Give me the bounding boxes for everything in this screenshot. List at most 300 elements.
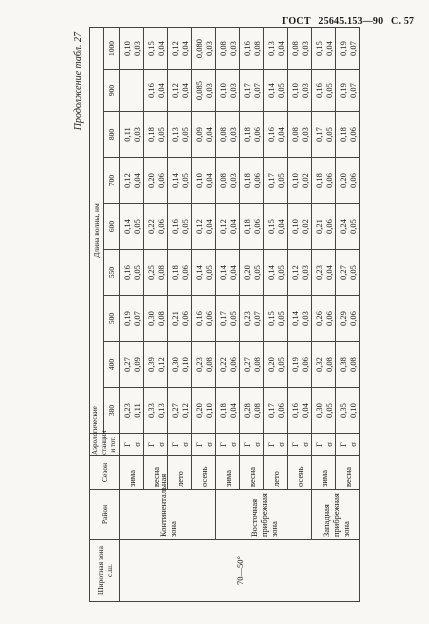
value-cell [192,250,216,296]
rotated-table-block [73,32,413,602]
value: 0,18 [241,127,252,142]
value: 0,18 [241,219,252,234]
value-cell [264,250,288,296]
value: 0,25 [145,265,156,280]
value-cell [216,296,240,342]
value: 0,15 [313,41,324,56]
value-cell [216,388,240,434]
value-cell [288,388,312,434]
latitude-header: Широтная зона с.ш. [90,540,120,602]
value-cell [168,250,192,296]
symbol-label: Г [337,442,348,447]
value-cell [312,158,336,204]
value: 0,12 [193,219,204,234]
value: 0,19 [337,83,348,98]
symbol-cell [192,434,216,456]
value: 0,03 [299,311,310,326]
value-cell [312,112,336,158]
value: 0,05 [155,127,166,142]
value: 0,06 [347,173,358,188]
value-cell [312,388,336,434]
value-cell [120,296,144,342]
value-cell [120,388,144,434]
value-cell [192,388,216,434]
value-cell [240,296,264,342]
value: 0,23 [121,403,132,418]
value: 0,04 [203,219,214,234]
value: 0,20 [337,173,348,188]
value: 0,06 [251,173,262,188]
value: 0,04 [227,265,238,280]
value-cell [192,70,216,112]
value: 0,11 [121,127,132,142]
value-cell [120,112,144,158]
value: 0,14 [289,311,300,326]
value: 0,06 [251,219,262,234]
value: 0,02 [299,173,310,188]
symbol-cell [312,434,336,456]
value: 0,08 [217,127,228,142]
value: 0,05 [347,265,358,280]
value: 0,20 [145,173,156,188]
value-cell [336,296,360,342]
value: 0,085 [193,80,204,101]
value: 0,17 [241,83,252,98]
value: 0,05 [203,265,214,280]
value: 0,10 [217,83,228,98]
value: 0,04 [155,41,166,56]
value-cell [288,250,312,296]
value-cell [240,204,264,250]
value-cell [216,342,240,388]
value-cell [168,204,192,250]
value-cell [120,158,144,204]
value: 0,03 [299,265,310,280]
value-cell [216,204,240,250]
value: 0,05 [323,83,334,98]
value: 0,06 [227,357,238,372]
wavelength-col-header: 550 [104,250,120,296]
value-cell [192,296,216,342]
value-cell [288,204,312,250]
value-cell [240,28,264,70]
symbol-label: σ [347,442,358,447]
value: 0,07 [131,311,142,326]
value: 0,09 [193,127,204,142]
value: 0,08 [289,127,300,142]
value: 0,05 [227,311,238,326]
value-cell [120,342,144,388]
value: 0,06 [179,265,190,280]
symbol-label: σ [131,442,142,447]
value: 0,05 [323,403,334,418]
season-cell: весна [240,456,264,490]
value: 0,10 [179,357,190,372]
value-cell [264,70,288,112]
value-cell [168,28,192,70]
value-cell [288,342,312,388]
value: 0,22 [145,219,156,234]
value-cell [240,112,264,158]
value: 0,10 [289,173,300,188]
value-cell [312,250,336,296]
value: 0,23 [313,265,324,280]
value: 0,04 [275,41,286,56]
value-cell [336,28,360,70]
value: 0,20 [193,403,204,418]
value: 0,05 [275,265,286,280]
value: 0,14 [193,265,204,280]
symbol-label: σ [179,442,190,447]
value: 0,22 [217,357,228,372]
value: 0,14 [265,83,276,98]
value-cell [216,250,240,296]
value: 0,30 [313,403,324,418]
season-cell: лето [264,456,288,490]
table-row [120,28,144,602]
value: 0,03 [227,127,238,142]
value: 0,23 [241,311,252,326]
region-cell: Западная прибрежная зона [312,490,360,540]
value: 0,08 [155,311,166,326]
value: 0,13 [155,403,166,418]
value: 0,06 [203,311,214,326]
value: 0,05 [275,311,286,326]
value-cell [192,204,216,250]
value: 0,03 [227,41,238,56]
value-cell [120,250,144,296]
value-cell [336,342,360,388]
value: 0,14 [169,173,180,188]
symbol-label: Г [289,442,300,447]
symbol-label: Г [169,442,180,447]
symbol-label: Г [241,442,252,447]
value: 0,10 [289,219,300,234]
season-cell: осень [192,456,216,490]
value: 0,15 [145,41,156,56]
value-cell [288,112,312,158]
wavelength-col-header: 700 [104,158,120,204]
value: 0,08 [217,173,228,188]
value-cell [336,158,360,204]
value: 0,04 [299,403,310,418]
value: 0,16 [121,265,132,280]
value: 0,03 [227,173,238,188]
value: 0,08 [251,41,262,56]
value: 0,23 [193,357,204,372]
value: 0,18 [241,173,252,188]
value: 0,21 [313,219,324,234]
value-cell [168,158,192,204]
value: 0,05 [275,83,286,98]
value-cell [216,70,240,112]
value: 0,35 [337,403,348,418]
value-cell [144,158,168,204]
value: 0,12 [155,357,166,372]
value-cell [264,28,288,70]
value: 0,17 [217,311,228,326]
value: 0,06 [347,311,358,326]
region-cell: Континентальная зона [120,490,216,540]
latitude-cell: 70—50° [120,540,360,602]
value: 0,07 [347,83,358,98]
value: 0,21 [169,311,180,326]
value: 0,05 [179,127,190,142]
value: 0,09 [131,357,142,372]
value-cell [168,296,192,342]
value: 0,16 [241,41,252,56]
value: 0,17 [265,173,276,188]
wavelength-col-header: 900 [104,70,120,112]
value: 0,12 [121,173,132,188]
value: 0,27 [169,403,180,418]
symbol-label: σ [299,442,310,447]
wavelength-header: Длина волны, нм [90,28,104,434]
value: 0,30 [169,357,180,372]
value-cell [216,158,240,204]
value: 0,27 [241,357,252,372]
value: 0,02 [299,219,310,234]
value-cell [336,250,360,296]
symbol-label: Г [313,442,324,447]
value: 0,03 [299,41,310,56]
symbol-label: Г [193,442,204,447]
value: 0,03 [131,127,142,142]
value-cell [336,388,360,434]
value: 0,18 [169,265,180,280]
value-cell [120,28,144,70]
value: 0,10 [289,83,300,98]
wavelength-col-header: 800 [104,112,120,158]
value: 0,29 [337,311,348,326]
value-cell [192,342,216,388]
value-cell [312,204,336,250]
value-cell [144,296,168,342]
value-cell [312,70,336,112]
value: 0,04 [227,219,238,234]
symbol-cell [288,434,312,456]
value: 0,19 [121,311,132,326]
value: 0,04 [155,83,166,98]
value: 0,16 [193,311,204,326]
wavelength-col-header: 600 [104,204,120,250]
symbol-label: σ [275,442,286,447]
page-number: С. 57 [391,16,415,27]
value: 0,03 [299,83,310,98]
value-cell [264,388,288,434]
season-cell: зима [120,456,144,490]
value: 0,05 [131,219,142,234]
value: 0,05 [323,127,334,142]
value: 0,05 [251,265,262,280]
value: 0,16 [145,83,156,98]
value-cell [264,342,288,388]
value-cell [312,342,336,388]
value: 0,06 [155,173,166,188]
value: 0,32 [313,357,324,372]
value-cell [288,28,312,70]
value-cell [144,388,168,434]
value: 0,07 [251,83,262,98]
value: 0,03 [227,83,238,98]
value: 0,20 [265,357,276,372]
season-header: Сезон [90,456,120,490]
value: 0,12 [289,265,300,280]
symbol-label: Г [217,442,228,447]
value: 0,14 [265,265,276,280]
value: 0,18 [145,127,156,142]
value-cell [144,342,168,388]
value: 0,07 [251,311,262,326]
value: 0,04 [179,83,190,98]
value: 0,04 [203,173,214,188]
region-cell: Восточная прибрежная зона [216,490,312,540]
season-cell: зима [216,456,240,490]
value: 0,38 [337,357,348,372]
value: 0,18 [337,127,348,142]
value-cell [264,158,288,204]
value: 0,05 [347,219,358,234]
value: 0,18 [217,403,228,418]
value-cell [240,250,264,296]
value: 0,10 [203,403,214,418]
value: 0,28 [241,403,252,418]
value-cell [312,296,336,342]
value-cell [120,204,144,250]
value: 0,10 [121,41,132,56]
value-cell [144,70,168,112]
value: 0,08 [251,403,262,418]
value: 0,04 [203,127,214,142]
value: 0,18 [313,173,324,188]
value: 0,03 [203,83,214,98]
value: 0,26 [313,311,324,326]
value: 0,12 [169,41,180,56]
value: 0,27 [121,357,132,372]
value: 0,05 [131,265,142,280]
wavelength-col-header: 400 [104,342,120,388]
symbol-cell [240,434,264,456]
value: 0,04 [227,403,238,418]
value: 0,13 [169,127,180,142]
region-header: Район [90,490,120,540]
value: 0,06 [299,357,310,372]
value: 0,08 [203,357,214,372]
value: 0,12 [217,219,228,234]
value: 0,24 [337,219,348,234]
season-cell: лето [168,456,192,490]
symbol-cell [216,434,240,456]
value-cell [144,28,168,70]
value: 0,08 [323,357,334,372]
data-table [89,27,360,602]
value: 0,06 [323,219,334,234]
value-cell [240,342,264,388]
value: 0,15 [265,311,276,326]
value: 0,04 [275,219,286,234]
value: 0,06 [275,403,286,418]
symbol-cell [336,434,360,456]
value-cell [192,28,216,70]
symbol-label: σ [155,442,166,447]
value-cell [144,204,168,250]
value: 0,12 [169,83,180,98]
value: 0,04 [275,127,286,142]
table-caption: Продолжение табл. 27 [73,32,84,131]
value: 0,04 [179,41,190,56]
value: 0,13 [265,41,276,56]
value: 0,05 [179,219,190,234]
value-cell [336,204,360,250]
wavelength-col-header: 500 [104,296,120,342]
value: 0,06 [155,219,166,234]
value: 0,04 [323,41,334,56]
value-cell [168,342,192,388]
symbol-label: σ [203,442,214,447]
season-cell: весна [336,456,360,490]
standard-label: ГОСТ [282,16,311,27]
value: 0,16 [169,219,180,234]
season-cell: зима [312,456,336,490]
symbol-cell [144,434,168,456]
value-cell [288,296,312,342]
value: 0,04 [323,265,334,280]
table-row [216,28,240,602]
value: 0,10 [193,173,204,188]
value: 0,11 [131,403,142,418]
value-cell [240,158,264,204]
value-cell [192,158,216,204]
value: 0,05 [179,173,190,188]
value: 0,16 [289,403,300,418]
value: 0,30 [145,311,156,326]
value-cell [168,70,192,112]
value: 0,08 [251,357,262,372]
value-cell [264,296,288,342]
value: 0,03 [299,127,310,142]
value-cell [144,112,168,158]
value-cell [240,70,264,112]
value-cell [120,70,144,112]
symbol-cell [168,434,192,456]
season-cell: осень [288,456,312,490]
value: 0,14 [217,265,228,280]
page-header [282,16,419,27]
value: 0,17 [265,403,276,418]
value-cell [288,70,312,112]
value: 0,06 [179,311,190,326]
value: 0,17 [313,127,324,142]
value: 0,08 [155,265,166,280]
value-cell [240,388,264,434]
value-cell [288,158,312,204]
wavelength-col-header: 380 [104,388,120,434]
value: 0,08 [289,41,300,56]
value: 0,05 [275,173,286,188]
table-row [312,28,336,602]
symbol-label: Г [145,442,156,447]
value: 0,03 [203,41,214,56]
value-cell [192,112,216,158]
value-cell [216,28,240,70]
value: 0,33 [145,403,156,418]
value: 0,15 [265,219,276,234]
value-cell [336,112,360,158]
value: 0,06 [251,127,262,142]
value: 0,03 [131,41,142,56]
value: 0,19 [337,41,348,56]
value: 0,10 [347,403,358,418]
